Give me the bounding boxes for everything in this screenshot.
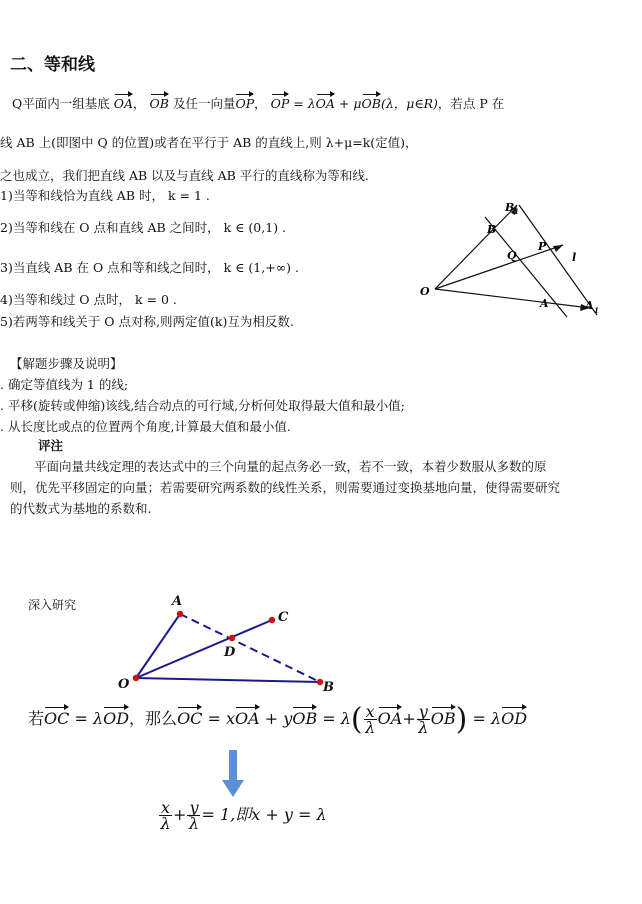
vector-op-2: OP: [270, 96, 290, 111]
label-b1: B: [505, 201, 515, 214]
frac-den: λ: [160, 814, 171, 833]
arrow-p: [553, 245, 563, 252]
label-o: O: [420, 285, 430, 298]
line-ob1: [435, 205, 517, 289]
frac-den: λ: [418, 718, 429, 737]
label-p: P: [538, 240, 547, 253]
point-o: [133, 675, 139, 681]
label-a1-sub: 1: [594, 306, 599, 315]
intro-text: 及任一向量: [172, 96, 236, 111]
point-a: [177, 611, 183, 617]
case-4: 4)当等和线过 O 点时， k = 0 .: [0, 292, 177, 307]
vector-oa-4: OA: [377, 709, 403, 728]
result-formula: [158, 800, 327, 831]
paren-close: ): [455, 702, 468, 737]
case-1: 1)当等和线恰为直线 AB 时， k = 1 .: [0, 188, 210, 203]
frac-num: y: [189, 798, 199, 817]
formula-part: = λ: [467, 709, 502, 728]
point-d: [229, 635, 235, 641]
frac-num: x: [161, 798, 171, 817]
step-3: . 从长度比或点的位置两个角度,计算最大值和最小值.: [0, 419, 291, 434]
paren-open: (: [350, 702, 363, 737]
frac-num: x: [365, 702, 375, 721]
label-point-a: A: [172, 594, 183, 609]
comment-text: 平面向量共线定理的表达式中的三个向量的起点务必一致，若不一致，本着少数服从多数的原则，优先平移固定的向量；若需要研究两系数的线性关系，则需要通过变换基地向量，使得需要研究的代数式为基地的系数和.: [10, 459, 561, 516]
label-l: l: [572, 251, 577, 264]
vector-oc: OC: [44, 709, 70, 728]
frac-num: y: [418, 702, 428, 721]
vector-oa: OA: [113, 96, 134, 111]
label-q: Q: [507, 249, 517, 262]
vector-op: OP: [235, 96, 255, 111]
intro-text: Q平面内一组基底: [12, 96, 110, 111]
fraction-y-lambda: [417, 704, 430, 735]
down-arrow-icon: [222, 750, 244, 798]
label-a1: A: [585, 299, 594, 312]
step-2: . 平移(旋转或伸缩)该线,结合动点的可行域,分析何处取得最大值和最小值;: [0, 398, 405, 413]
label-point-b: B: [323, 680, 334, 695]
vector-ob-3: OB: [292, 709, 318, 728]
intro-line-3: 之也成立，我们把直线 AB 以及与直线 AB 平行的直线称为等和线.: [0, 168, 369, 183]
line-oa1: [435, 289, 590, 308]
comment-title: 评注: [38, 438, 64, 453]
vector-od: OD: [103, 709, 130, 728]
case-2: 2)当等和线在 O 点和直线 AB 之间时， k ∈ (0,1) .: [0, 220, 287, 235]
fraction-x-lambda: [364, 704, 377, 735]
steps-header: 【解题步骤及说明】: [10, 356, 123, 371]
vector-ob: OB: [149, 96, 169, 111]
deep-study-diagram: [110, 590, 350, 700]
label-b1-sub: 1: [514, 207, 519, 216]
label-a: A: [540, 297, 549, 310]
formula-part: = λ: [293, 96, 316, 111]
formula-part: = λ: [317, 709, 351, 728]
label-point-d: D: [224, 645, 236, 660]
vector-od-2: OD: [501, 709, 528, 728]
vector-ob-2: OB: [361, 96, 381, 111]
equal-sum-line-diagram: [415, 195, 605, 320]
step-1: . 确定等值线为 1 的线;: [0, 377, 129, 392]
plus-sign: +: [173, 805, 187, 824]
formula-part: = x: [202, 709, 236, 728]
formula-part: + μ: [338, 96, 362, 111]
fraction-x-lambda-2: [159, 800, 172, 831]
label-b: B: [487, 223, 497, 236]
formula-prefix: 若: [28, 709, 45, 728]
sep: ，: [254, 96, 267, 111]
vector-ob-4: OB: [430, 709, 456, 728]
case-5: 5)若两等和线关于 O 点对称,则两定值(k)互为相反数.: [0, 314, 294, 329]
deep-study-label: 深入研究: [28, 598, 77, 612]
formula-part: ，那么: [129, 709, 178, 728]
fraction-y-lambda-2: [187, 800, 200, 831]
intro-text: ，若点 P 在: [437, 96, 505, 111]
vector-oc-2: OC: [177, 709, 203, 728]
intro-line-1: [12, 96, 504, 112]
section-title: 二、等和线: [10, 55, 95, 75]
case-3: 3)当直线 AB 在 O 点和等和线之间时， k ∈ (1,+∞) .: [0, 260, 299, 275]
segment-ob: [136, 678, 320, 682]
deep-study-formula: [28, 702, 527, 737]
frac-den: λ: [188, 814, 200, 833]
label-point-c: C: [278, 610, 289, 625]
label-point-o: O: [118, 677, 130, 692]
result-tail: = 1,即x + y = λ: [201, 805, 327, 824]
sep: ，: [133, 96, 146, 111]
segment-ab-dashed: [180, 614, 320, 682]
vector-oa-2: OA: [315, 96, 335, 111]
intro-line-2: 线 AB 上(即图中 Q 的位置)或者在平行于 AB 的直线上,则 λ+μ=k(定值)，: [0, 135, 418, 150]
formula-part: + y: [259, 709, 293, 728]
formula-part: (λ，μ∈R): [380, 96, 438, 111]
vector-oa-3: OA: [235, 709, 260, 728]
frac-den: λ: [365, 718, 376, 737]
formula-part: = λ: [69, 709, 104, 728]
plus-sign: +: [402, 709, 416, 728]
point-c: [269, 617, 275, 623]
